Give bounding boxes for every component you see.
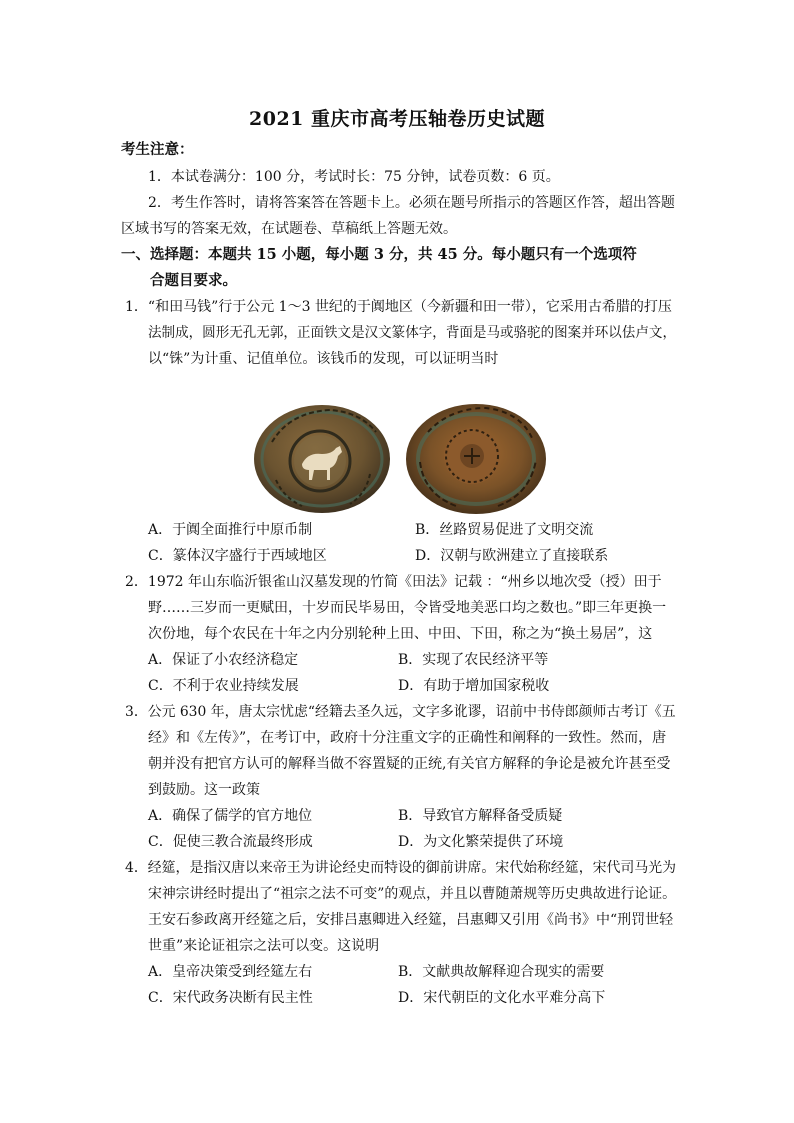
q2-option-d: D．有助于增加国家税收 xyxy=(398,678,550,694)
notice-item-1: 1．本试卷满分：100 分，考试时长：75 分钟，试卷页数：6 页。 xyxy=(148,169,560,185)
q2-option-a: A．保证了小农经济稳定 xyxy=(148,652,299,668)
notice-item-2-line-1: 2．考生作答时，请将答案答在答题卡上。必须在题号所指示的答题区作答，超出答题 xyxy=(148,195,675,211)
section-heading-line-1: 一、选择题：本题共 15 小题，每小题 3 分，共 45 分。每小题只有一个选项符 xyxy=(121,246,637,263)
hetian-coin-image xyxy=(250,402,550,514)
q3-option-d: D．为文化繁荣提供了环境 xyxy=(398,834,564,850)
q2-option-c: C．不利于农业持续发展 xyxy=(148,678,299,694)
coin-reverse xyxy=(406,404,546,514)
q1-option-d: D．汉朝与欧洲建立了直接联系 xyxy=(415,548,609,564)
q2-line-3: 次份地，每个农民在十年之内分别轮种上田、中田、下田，称之为“换土易居”，这 xyxy=(148,626,653,642)
q3-option-c: C．促使三教合流最终形成 xyxy=(148,834,313,850)
q1-line-2: 法制成，圆形无孔无郭，正面铁文是汉文篆体字，背面是马或骆驼的图案并环以佉卢文， xyxy=(148,325,676,341)
q3-line-4: 到鼓励。这一政策 xyxy=(148,782,260,798)
q1-line-1: 1．“和田马钱”行于公元 1～3 世纪的于阗地区（今新疆和田一带），它采用古希腊的打压 xyxy=(125,299,672,315)
q1-line-3: 以“铢”为计重、记值单位。该钱币的发现，可以证明当时 xyxy=(148,351,499,367)
q2-option-b: B．实现了农民经济平等 xyxy=(398,652,549,668)
q4-option-d: D．宋代朝臣的文化水平难分高下 xyxy=(398,990,606,1006)
q3-line-2: 经》和《左传》”，在考订中，政府十分注重文字的正确性和阐释的一致性。然而，唐 xyxy=(148,730,667,746)
q4-line-3: 王安石参政离开经筵之后，安排吕惠卿进入经筵，吕惠卿又引用《尚书》中“刑罚世轻 xyxy=(148,912,674,928)
notice-heading: 考生注意： xyxy=(121,141,194,158)
q4-option-b: B．文献典故解释迎合现实的需要 xyxy=(398,964,605,980)
q1-option-c: C．篆体汉字盛行于西域地区 xyxy=(148,548,327,564)
notice-item-2-line-2: 区域书写的答案无效，在试题卷、草稿纸上答题无效。 xyxy=(121,221,457,237)
q3-line-3: 朝并没有把官方认可的解释当做不容置疑的正统,有关官方解释的争论是被允许甚至受 xyxy=(148,756,671,772)
q4-line-2: 宋神宗讲经时提出了“祖宗之法不可变”的观点，并且以曹随萧规等历史典故进行论证。 xyxy=(148,886,677,902)
q2-line-1: 2．1972 年山东临沂银雀山汉墓发现的竹简《田法》记载 ：“州乡以地次受（授）田于 xyxy=(125,574,662,590)
section-heading-line-2: 合题目要求。 xyxy=(150,272,237,289)
q4-line-1: 4．经筵，是指汉唐以来帝王为讲论经史而特设的御前讲席。宋代始称经筵，宋代司马光为 xyxy=(125,860,677,876)
q2-line-2: 野……三岁而一更赋田，十岁而民毕易田，令皆受地美恶口均之数也。”即三年更换一 xyxy=(148,600,667,616)
q1-option-b: B．丝路贸易促进了文明交流 xyxy=(415,522,594,538)
q3-option-a: A．确保了儒学的官方地位 xyxy=(148,808,313,824)
q4-option-c: C．宋代政务决断有民主性 xyxy=(148,990,313,1006)
q1-option-a: A．于阗全面推行中原币制 xyxy=(148,522,313,538)
page-title: 2021 重庆市高考压轴卷历史试题 xyxy=(249,108,545,130)
q3-line-1: 3．公元 630 年，唐太宗忧虑“经籍去圣久远，文字多讹谬，诏前中书侍郎颜师古考订《五 xyxy=(125,704,676,720)
q4-line-4: 世重”来论证祖宗之法可以变。这说明 xyxy=(148,938,380,954)
coin-obverse xyxy=(254,405,390,513)
q3-option-b: B．导致官方解释备受质疑 xyxy=(398,808,563,824)
q4-option-a: A．皇帝决策受到经筵左右 xyxy=(148,964,313,980)
